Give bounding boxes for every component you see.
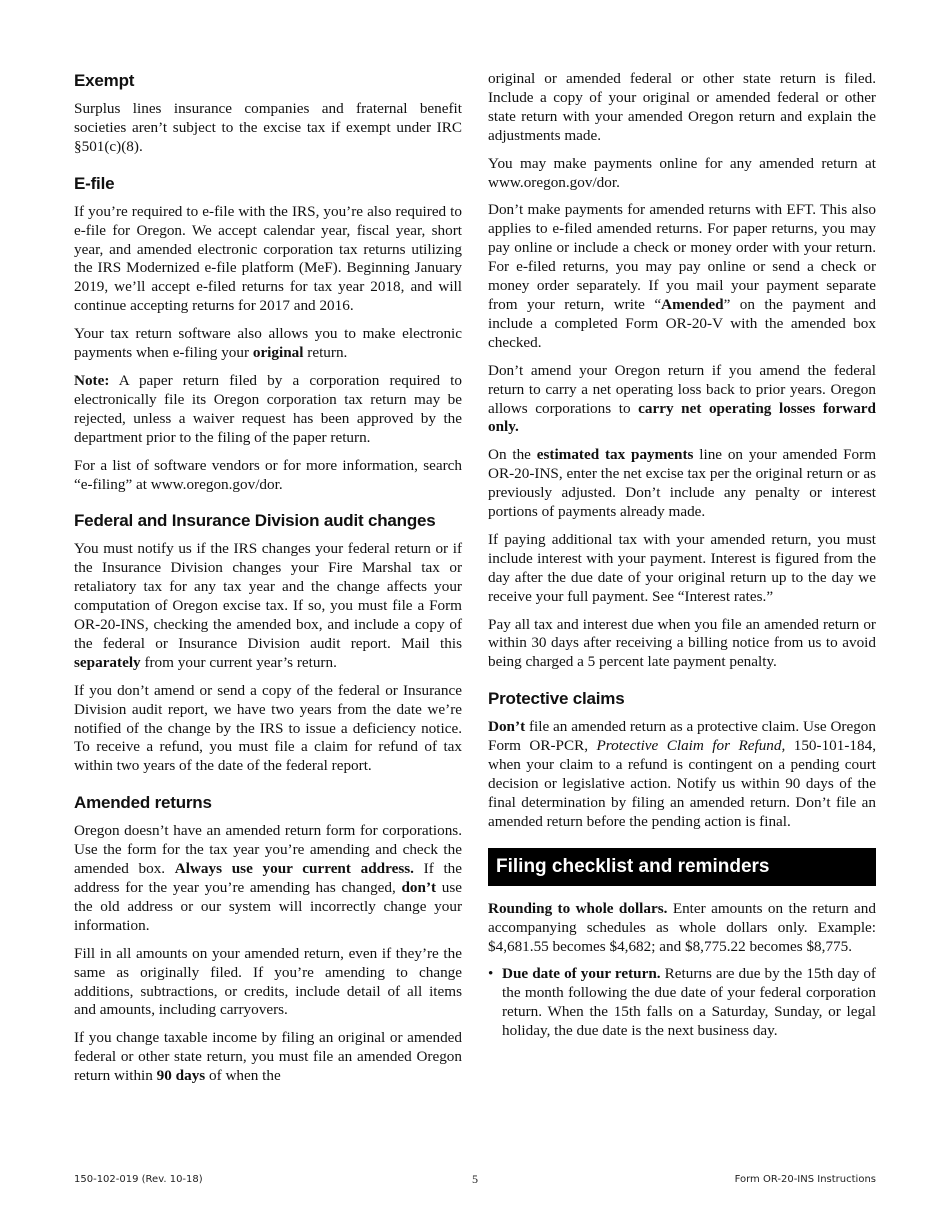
bold-text: 90 days xyxy=(156,1067,206,1085)
footer-form-title: Form OR-20-INS Instructions xyxy=(734,1174,876,1185)
heading-protective-claims: Protective claims xyxy=(488,689,625,709)
section-amended-continued xyxy=(488,70,876,672)
section-federal-audit xyxy=(74,510,462,776)
paragraph xyxy=(488,201,876,352)
text: Returns are due by the 15th day of the month following the due date of your federal corporation return. When the 15th falls on a Saturday, Sunday, or legal holiday, the due date is the next business day. xyxy=(502,965,876,1040)
bold-text: Amended xyxy=(661,295,724,313)
bold-text: carry net operating losses forward only. xyxy=(488,399,876,436)
italic-text: Protective Claim for Refund, xyxy=(596,737,786,755)
text: of when the xyxy=(205,1067,281,1085)
text: file an amended return as a protective claim. Use Oregon Form OR-PCR, xyxy=(488,718,876,755)
heading-efile: E-file xyxy=(74,173,115,193)
heading-federal-audit: Federal and Insurance Division audit changes xyxy=(74,511,436,531)
section-amended-returns xyxy=(74,792,462,1086)
paragraph xyxy=(74,1029,462,1086)
paragraph: Fill in all amounts on your amended return, even if they’re the same as originally filed. If you’re amending to change additions, subtractions, or credits, include detail of all items and amounts, including carryovers. xyxy=(74,944,462,1019)
paragraph: original or amended federal or other state return is filed. Include a copy of your original or amended federal or other state return with your amended Oregon return and explain the adjustments made. xyxy=(488,70,876,144)
paragraph: If you don’t amend or send a copy of the federal or Insurance Division audit report, we have two years from the date we’re notified of the change by the IRS to issue a deficiency notice. To receive a refund, you must file a claim for refund of tax within two years of the date of the federal report. xyxy=(74,681,462,775)
filing-checklist-banner: Filing checklist and reminders xyxy=(488,848,876,886)
bold-text: separately xyxy=(74,653,141,671)
text: If you change taxable income by filing an original or amended federal or other state return, you must file an amended Oregon return within xyxy=(74,1029,462,1085)
text: A paper return filed by a corporation required to electronically file its Oregon corporation tax return may be rejected, unless a waiver request has been approved by the department prior to the filing of the paper return. xyxy=(74,371,462,446)
text: On the xyxy=(488,446,537,464)
section-exempt xyxy=(74,70,462,157)
text: Enter amounts on the return and accompanying schedules as whole dollars only. Example: $4,681.55 becomes $4,682; and $8,775.22 becomes $8,775. xyxy=(488,899,876,955)
text: use the old address or our system will incorrectly change your information. xyxy=(74,879,462,934)
right-column xyxy=(488,70,876,1050)
text: Oregon doesn’t have an amended return form for corporations. Use the form for the tax year you’re amending and check the amended box. xyxy=(74,822,462,878)
paragraph xyxy=(488,446,876,522)
footer-form-number: 150-102-019 (Rev. 10-18) xyxy=(74,1174,203,1185)
bold-text: Don’t xyxy=(488,718,526,736)
note-label: Note: xyxy=(74,371,110,389)
text: You must notify us if the IRS changes your federal return or if the Insurance Division changes your Fire Marshal tax or retaliatory tax for any tax year and the change affects your computation of Oregon excise tax. If so, you must file a Form OR-20-INS, checking the amended box, and include a copy of the federal or Insurance Division audit report. Mail this xyxy=(74,540,462,652)
paragraph: Pay all tax and interest due when you file an amended return or within 30 days after receiving a billing notice from us to avoid being charged a 5 percent late payment penalty. xyxy=(488,615,876,671)
paragraph xyxy=(488,900,876,957)
paragraph: If paying additional tax with your amended return, you must include interest with your payment. Interest is figured from the day after the due date of your original return up to the day we receive your full payment. See “Interest rates.” xyxy=(488,530,876,605)
text: ” on the payment and include a completed Form OR-20-V with the amended box checked. xyxy=(488,295,876,351)
text: Don’t make payments for amended returns with EFT. This also applies to e-filed amended returns. For paper returns, you may pay online or include a check or money order with your return. For e-filed returns, you may pay online or send a check or money order separately. If you mail your payment separate from your return, write “ xyxy=(488,201,876,313)
text: 150-101-184, when your claim to a refund is contingent on a pending court decision or legislative action. Notify us within 90 days of the final determination by filing an amended return. Don’t file an amended return before the pending action is final. xyxy=(488,737,876,830)
bold-text: don’t xyxy=(401,879,437,896)
section-protective-claims xyxy=(488,688,876,831)
footer-page-number: 5 xyxy=(472,1172,478,1186)
heading-exempt: Exempt xyxy=(74,71,135,90)
paragraph xyxy=(74,540,462,672)
text: If the address for the year you’re amending has changed, xyxy=(74,860,463,896)
paragraph: You may make payments online for any amended return at www.oregon.gov/dor. xyxy=(488,154,876,191)
bold-text: Rounding to whole dollars. xyxy=(488,899,668,917)
text: return. xyxy=(303,344,348,362)
paragraph: If you’re required to e-file with the IRS, you’re also required to e-file for Oregon. We accept calendar year, fiscal year, short year, and amended electronic corporation tax returns utilizing the IRS Modernized e-file platform (MeF). Beginning January 2019, we’ll accept e-filed returns for tax year 2018, and will continue accepting returns for 2017 and 2016. xyxy=(74,202,462,315)
left-column xyxy=(74,70,462,1095)
paragraph: For a list of software vendors or for more information, search “e-filing” at www.oregon.gov/dor. xyxy=(74,456,462,493)
paragraph xyxy=(488,362,876,438)
bold-text: Due date of your return. xyxy=(502,965,661,983)
bold-text: original xyxy=(252,344,304,362)
paragraph xyxy=(74,325,462,363)
text: Your tax return software also allows you to make electronic payments when e-filing your xyxy=(74,325,462,362)
bullet-item xyxy=(488,965,876,1041)
paragraph xyxy=(74,822,462,935)
text: from your current year’s return. xyxy=(140,653,337,671)
section-efile xyxy=(74,173,462,495)
paragraph: Surplus lines insurance companies and fraternal benefit societies aren’t subject to the excise tax if exempt under IRC §501(c)(8). xyxy=(74,100,462,155)
bold-text: estimated tax payments xyxy=(536,446,694,464)
text: Don’t amend your Oregon return if you amend the federal return to carry a net operating loss back to prior years. Oregon allows corporations to xyxy=(488,361,876,417)
heading-amended-returns: Amended returns xyxy=(74,793,212,813)
bold-text: Always use your current address. xyxy=(174,860,414,878)
note-paragraph xyxy=(74,372,462,448)
text: line on your amended Form OR-20-INS, enter the net excise tax per the original return or as previously adjusted. Don’t include any penalty or interest portions of payments already made. xyxy=(488,446,877,521)
paragraph xyxy=(488,718,876,831)
